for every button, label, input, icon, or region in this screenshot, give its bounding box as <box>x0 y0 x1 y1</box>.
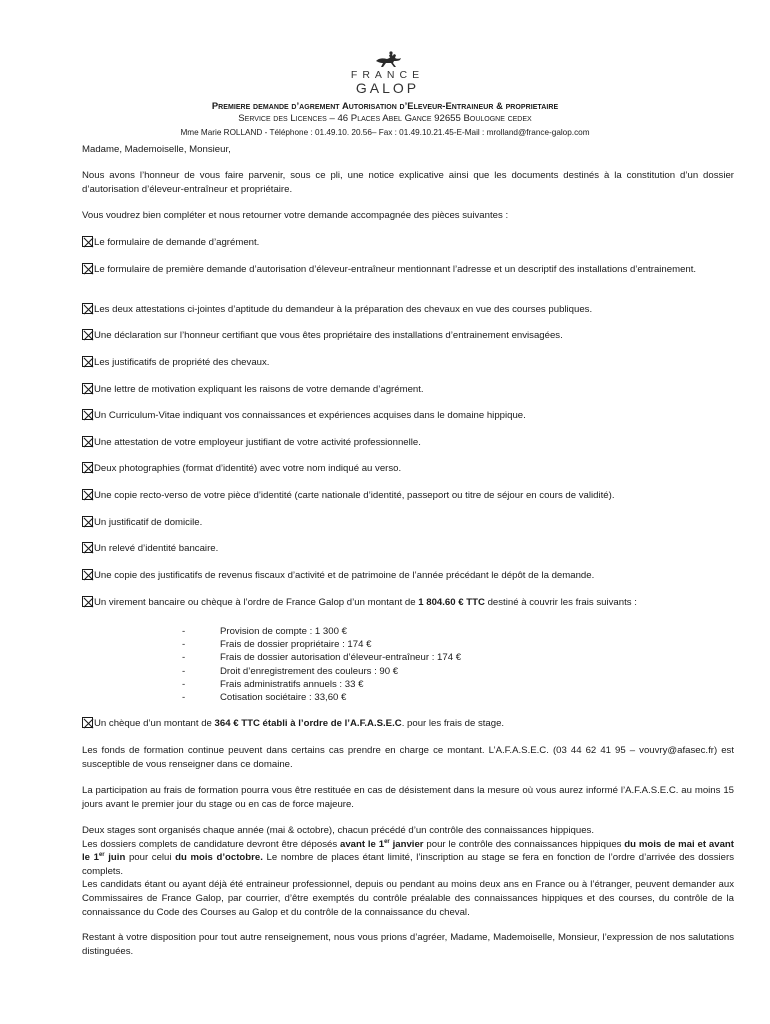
deadline-text: pour le contrôle des connaissances hippiques <box>423 838 625 850</box>
checked-box-icon[interactable] <box>82 409 93 420</box>
fee-label: Frais administratifs annuels : 33 € <box>220 678 364 690</box>
checklist-item-label: Une copie recto-verso de votre pièce d’identité (carte nationale d’identité, passeport ou titre de séjour en cours de validité). <box>94 490 615 501</box>
checklist-item <box>82 489 734 502</box>
fee-item <box>182 638 582 651</box>
checklist-item <box>82 383 734 396</box>
checklist-item-label: Deux photographies (format d’identité) avec votre nom indiqué au verso. <box>94 463 402 474</box>
cheque-text: Un chèque d’un montant de <box>94 718 215 729</box>
checked-box-icon[interactable] <box>82 596 93 607</box>
deadline-bold-text: avant le 1 <box>339 838 385 850</box>
stages-line: Deux stages sont organisés chaque année (mai & octobre), chacun précédé d’un contrôle des connaissances hippiques. <box>82 825 594 836</box>
deadline-bold-text: du mois de mai et avant le 1 <box>82 838 734 864</box>
brand-wordmark-top: FRANCE <box>350 69 425 81</box>
fee-label: Cotisation sociétaire : 33,60 € <box>220 691 347 703</box>
document-title: Premiere demande d’agrement Autorisation d’Eleveur-Entraineur & proprietaire <box>211 100 559 111</box>
checklist-item-label: Le formulaire de première demande d’autorisation d’éleveur-entraîneur mentionnant l’adresse et un descriptif des installations d’entrainement. <box>94 264 697 275</box>
cheque-item <box>82 717 734 730</box>
checked-box-icon[interactable] <box>82 516 93 527</box>
checked-box-icon[interactable] <box>82 569 93 580</box>
checklist-item <box>82 236 734 249</box>
checklist-item <box>82 436 734 449</box>
participation-paragraph: La participation au frais de formation pourra vous être restituée en cas de désistement dans la mesure où vous aurez informé l’A.F.A.S.E.C. au moins 15 jours avant le premier jour du stage ou en cas de force majeure. <box>82 785 734 810</box>
checked-box-icon[interactable] <box>82 236 93 247</box>
checklist-item-label: Un justificatif de domicile. <box>94 517 203 528</box>
checklist-item-label: Les deux attestations ci-jointes d’aptitude du demandeur à la préparation des chevaux en vue des courses publiques. <box>94 304 593 315</box>
checklist-item <box>82 263 734 276</box>
fee-item <box>182 625 582 638</box>
deadline-text: pour celui <box>125 852 176 864</box>
checked-box-icon[interactable] <box>82 717 93 728</box>
exemption-paragraph: Les candidats étant ou ayant déjà été entraineur professionnel, depuis ou pendant au moins deux ans en France ou à l’étranger, peuvent demander aux Commissaires de France Galop, par courrier, d’être exemptés du contrôle préalable des connaissances hippiques et des courses, du contrôle de la connaissance du Code des Courses au Galop et du contrôle de la connaissance du cheval. <box>82 879 734 918</box>
cheque-text-end: . pour les frais de stage. <box>401 718 505 729</box>
fee-label: Droit d’enregistrement des couleurs : 90 € <box>220 665 399 677</box>
salutation: Madame, Mademoiselle, Monsieur, <box>82 144 231 155</box>
list-dash: - <box>182 691 186 703</box>
deadline-text: Le nombre de places étant limité, l’inscription au stage se fera en fonction de l’ordre d’arrivée des dossiers complets. <box>82 852 734 877</box>
list-dash: - <box>182 626 186 637</box>
checked-box-icon[interactable] <box>82 436 93 447</box>
service-address: Service des Licences – 46 Places Abel Gance 92655 Boulogne cedex <box>238 113 532 124</box>
list-dash: - <box>182 678 186 690</box>
payment-text-end: destiné à couvrir les frais suivants : <box>484 597 637 608</box>
checklist-item-label: Un relevé d’identité bancaire. <box>94 543 219 554</box>
deadline-bold-text: juin <box>104 852 126 864</box>
checked-box-icon[interactable] <box>82 542 93 553</box>
list-dash: - <box>182 665 186 677</box>
list-dash: - <box>182 639 186 651</box>
contact-line: Mme Marie ROLLAND - Téléphone : 01.49.10. 20.56– Fax : 01.49.10.21.45-E-Mail : mrolland@france-galop.com <box>180 128 590 137</box>
france-galop-logo <box>330 50 445 96</box>
checklist-item-label: Une copie des justificatifs de revenus fiscaux d’activité et de patrimoine de l’année précédant le dépôt de la demande. <box>94 570 595 581</box>
deadline-paragraph <box>82 838 734 879</box>
checked-box-icon[interactable] <box>82 489 93 500</box>
deadline-text: Les dossiers complets de candidature devront être déposés <box>82 838 340 850</box>
checked-box-icon[interactable] <box>82 356 93 367</box>
checklist-item <box>82 462 734 475</box>
deadline-bold <box>340 839 424 850</box>
superscript: er <box>384 838 390 845</box>
fee-item <box>182 665 582 678</box>
checklist-item-label: Les justificatifs de propriété des chevaux. <box>94 357 270 368</box>
deadline-bold-text: janvier <box>389 838 424 850</box>
checklist-item <box>82 329 734 342</box>
fee-item <box>182 651 582 664</box>
checked-box-icon[interactable] <box>82 303 93 314</box>
checked-box-icon[interactable] <box>82 383 93 394</box>
closing-paragraph: Restant à votre disposition pour tout autre renseignement, nous vous prions d’agréer, Madame, Mademoiselle, Monsieur, l’expression de nos salutations distinguées. <box>82 932 734 957</box>
fee-label: Provision de compte : 1 300 € <box>220 626 347 637</box>
brand-wordmark-main: GALOP <box>355 80 420 96</box>
checklist-item-label: Une déclaration sur l’honneur certifiant que vous êtes propriétaire des installations d’entrainement envisagées. <box>94 330 563 341</box>
intro-paragraph: Nous avons l’honneur de vous faire parvenir, sous ce pli, une notice explicative ainsi que les documents destinés à la constitution d’un dossier d’autorisation d’éleveur-entraîneur et propriétaire. <box>82 170 734 195</box>
payment-amount: 1 804.60 € TTC <box>418 597 485 608</box>
deadline-bold: du mois d’octobre. <box>175 852 263 864</box>
checklist-item <box>82 542 734 555</box>
payment-item <box>82 596 734 609</box>
horse-and-jockey-icon <box>373 50 403 70</box>
checklist-item <box>82 409 734 422</box>
fee-item <box>182 678 582 691</box>
checklist-item <box>82 569 734 582</box>
fee-item <box>182 691 582 704</box>
checked-box-icon[interactable] <box>82 329 93 340</box>
checklist-item-label: Une attestation de votre employeur justifiant de votre activité professionnelle. <box>94 437 421 448</box>
request-paragraph: Vous voudrez bien compléter et nous retourner votre demande accompagnée des pièces suivantes : <box>82 210 509 221</box>
checked-box-icon[interactable] <box>82 462 93 473</box>
checklist-item-label: Une lettre de motivation expliquant les raisons de votre demande d’agrément. <box>94 384 424 395</box>
fee-label: Frais de dossier propriétaire : 174 € <box>220 639 372 651</box>
checklist-item-label: Un Curriculum-Vitae indiquant vos connaissances et expériences acquises dans le domaine hippique. <box>94 410 526 421</box>
funds-paragraph: Les fonds de formation continue peuvent dans certains cas prendre en charge ce montant. L’A.F.A.S.E.C. (03 44 62 41 95 – vouvry@afasec.fr) est susceptible de vous renseigner dans ce domaine. <box>82 745 734 770</box>
payment-text: Un virement bancaire ou chèque à l’ordre de France Galop d’un montant de <box>94 597 419 608</box>
checklist-item-label: Le formulaire de demande d’agrément. <box>94 237 260 248</box>
cheque-amount: 364 € TTC établi à l’ordre de l’A.F.A.S.E.C <box>214 718 402 729</box>
checklist-item <box>82 356 734 369</box>
list-dash: - <box>182 652 186 664</box>
fees-list <box>182 625 582 704</box>
checked-box-icon[interactable] <box>82 263 93 274</box>
stages-paragraph <box>82 824 734 919</box>
superscript: er <box>98 852 105 859</box>
fee-label: Frais de dossier autorisation d’éleveur-entraîneur : 174 € <box>220 652 462 664</box>
checklist-item <box>82 516 734 529</box>
checklist-item <box>82 303 734 316</box>
